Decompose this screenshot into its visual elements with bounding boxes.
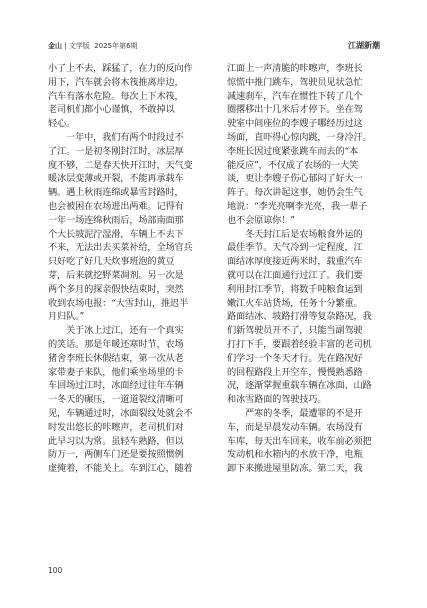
text-line: 车库，每天出车回来，收车前必须把 [227,435,372,447]
text-line: 严寒的冬季，最遭罪的不是开 [245,407,363,419]
text-line: 打打下手，要跟着经验丰富的老司机 [227,338,372,350]
text-line: 辆。遇上秋雨连绵或暴雪封路时， [48,187,184,199]
text-line: 一年一场连绵秋雨后，场部南面那 [48,214,184,226]
text-line: 场面，直吓得心惊肉跳，一身冷汗。 [227,131,372,143]
text-line: 家带妻子来队，他们乘坐场里的卡 [48,366,184,378]
text-line: 虚掩着，不能关上。车到江心，随着 [48,463,193,475]
text-line: 就可以在江面通行过江了。我们要 [227,269,363,281]
header-separator: | [62,42,69,50]
text-line: 惊慌中推门跳车，驾驶员见状急忙 [227,76,363,88]
text-line: 发动机和水箱内的水放干净，电瓶 [227,449,363,461]
text-line: 芽，后来就挖野菜凋剂。另一次是 [48,269,184,281]
text-line: 利用封江季节，将数千吨粮食运到 [227,283,363,295]
text-line: 用下，汽车就会将木筏推离岸边， [48,76,184,88]
text-line: 卸下来搬进屋里防冻。第二天，我 [227,463,363,475]
text-line: 一冬天的碾压，一道道裂纹清晰可 [48,394,184,406]
text-line: 地说：“李光亮啊李光亮，我一辈子 [227,200,368,212]
running-header [48,41,380,53]
text-line: 收到农场电报：“大雪封山，推迟半 [48,297,189,309]
journal-info [48,41,138,51]
text-line: 个大长坡泥泞湿滑，车辆上不去下 [48,228,184,240]
text-line: 只好吃了好几天炊事班泡的黄豆 [48,256,175,268]
text-line: 谈，更让李嫂子伤心郁闷了好大一 [227,173,363,185]
text-line: 小了上不去，踩猛了，在力的反向作 [48,63,193,74]
text-line: 嫩江火车站货场，任务十分繁重。 [227,297,363,309]
text-line: 李班长因过度紧张跳车而去的“本 [227,145,359,157]
journal-section: 文学版 [68,42,90,50]
text-line: 也会被困在农场进出两难。记得有 [48,200,184,212]
text-line: 此早习以为常。虽轻车熟路，但以 [48,435,184,447]
text-line: 况，逐渐掌握重载车辆在冰面、山路 [227,380,372,392]
text-column-left [48,62,203,476]
page-number: 100 [48,566,63,575]
text-line: 冬天封江后是农场粮食外运的 [245,228,363,240]
text-line: 度不够，二是春天快开江时，天气变 [48,159,193,171]
journal-issue: 2025年第6期 [94,42,138,50]
text-line: 减速刹车，汽车在惯性下转了几个 [227,90,363,102]
text-line: 面结冰厚度接近两米时，载重汽车 [227,256,363,268]
text-line: 们学习一个冬天才行。先在路况好 [227,352,363,364]
text-line: 不来，无法出去买菜补给，全场官兵 [48,242,193,254]
text-line: 也不会原谅你！” [227,214,295,226]
text-line: 轻心。 [48,118,76,130]
text-line: 两个多月的探亲假快结束时，突然 [48,283,184,295]
text-line: 老司机们都小心谨慎，不敢掉以 [48,104,175,116]
column-title: 江湖新潮 [348,41,380,50]
text-line: 时发出悠长的咔嚓声，老司机们对 [48,421,184,433]
text-line: 猪舍李班长休假结束，第一次从老 [48,352,184,364]
text-line: 们新驾驶员开不了，只能当副驾驶 [227,325,363,337]
text-line: 暖冰层变薄或开裂，不能再承载车 [48,173,184,185]
text-line: 的笑话。那是年暖还寒时节，农场 [48,338,184,350]
text-line: 防万一，两侧车门还是要按照惯例 [48,449,184,461]
journal-name: 金山 [48,42,62,50]
text-line: 关于冰上过江，还有一个真实 [66,325,184,337]
text-line: 了江。一是初冬刚封江时，冰层厚 [48,145,184,157]
text-line: 的回程路段上开空车，慢慢熟悉路 [227,366,363,378]
text-line: 驶室中间座位的李嫂子哪经历过这 [227,118,363,130]
text-line: 路面结冰、坡路打滑等复杂路况，我 [227,311,372,323]
text-line: 一年中，我们有两个时段过不 [66,131,184,143]
text-line: 和冰雪路面的驾驶技巧。 [227,394,327,406]
text-line: 月归队。” [48,311,85,323]
text-line: 能反应”，不仅成了农场的一大笑 [227,159,359,171]
text-line: 汽车有落水危险。每次上下木筏， [48,90,184,102]
text-line: 江面上一声清脆的咔嚓声，李班长 [227,63,363,74]
text-line: 阵子。每次讲起这事，她仍会生气 [227,187,363,199]
text-line: 车，而是早晨发动车辆。农场没有 [227,421,363,433]
text-line: 见，车辆通过时，冰面裂纹处就会不 [48,407,193,419]
text-column-right [227,62,382,476]
text-line: 车回场过江时，冰面经过往年车辆 [48,380,184,392]
text-line: 最佳季节。天气冷到一定程度，江 [227,242,363,254]
text-line: 圈撂移出十几米后才停下。坐在驾 [227,104,363,116]
